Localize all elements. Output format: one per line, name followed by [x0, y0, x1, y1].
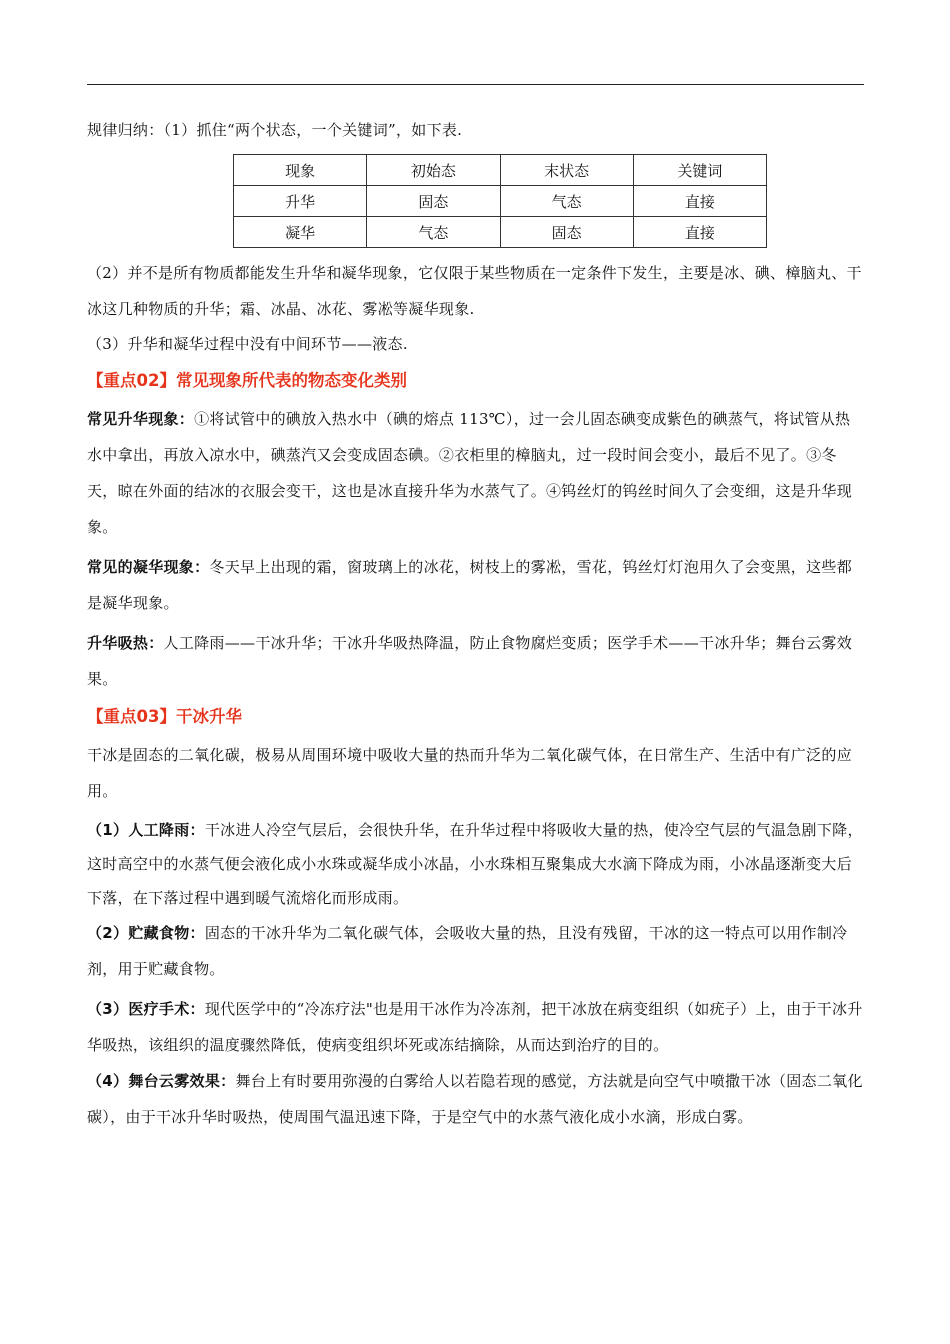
table-cell: 直接 [633, 186, 766, 217]
table-row [234, 217, 767, 248]
section-heading-02: 【重点02】常见现象所代表的物态变化类别 [87, 371, 407, 390]
document-body [87, 112, 865, 1135]
dry-ice-item [87, 915, 865, 987]
dry-ice-intro: 干冰是固态的二氧化碳，极易从周围环境中吸收大量的热而升华为二氧化碳气体，在日常生产、生活中有广泛的应用。 [87, 746, 853, 800]
table-header-cell: 末状态 [500, 155, 633, 186]
sublimation-text: ①将试管中的碘放入热水中（碘的熔点 113℃），过一会儿固态碘变成紫色的碘蒸气，将试管从热水中拿出，再放入凉水中，碘蒸汽又会变成固态碘。②衣柜里的樟脑丸，过一段时间会变小，最后不见了。③冬天，晾在外面的结冰的衣服会变干，这也是冰直接升华为水蒸气了。④钨丝灯的钨丝时间久了会变细，这是升华现象。 [87, 410, 853, 536]
deposition-text: 冬天早上出现的霜，窗玻璃上的冰花，树枝上的雾凇，雪花，钨丝灯灯泡用久了会变黑，这些都是凝华现象。 [87, 558, 853, 612]
dry-ice-item-label: （4）舞台云雾效果： [87, 1072, 236, 1090]
dry-ice-item-label: （3）医疗手术： [87, 1000, 205, 1018]
deposition-examples [87, 549, 865, 621]
deposition-label: 常见的凝华现象： [87, 558, 210, 576]
table-header-row [234, 155, 767, 186]
table-row [234, 186, 767, 217]
dry-ice-item-text: 现代医学中的“冷冻疗法"也是用干冰作为冷冻剂，把干冰放在病变组织（如疣子）上，由于干冰升华吸热，该组织的温度骤然降低，使病变组织坏死或冻结摘除，从而达到治疗的目的。 [87, 1000, 863, 1054]
dry-ice-item-label: （1）人工降雨： [87, 821, 205, 839]
sublimation-examples [87, 401, 865, 545]
table-header-cell: 关键词 [633, 155, 766, 186]
dry-ice-item [87, 1063, 865, 1135]
heat-absorption [87, 625, 865, 697]
table-header-cell: 初始态 [367, 155, 500, 186]
state-change-table [233, 154, 767, 248]
heat-absorption-label: 升华吸热： [87, 634, 164, 652]
dry-ice-item-text: 舞台上有时要用弥漫的白雾给人以若隐若现的感觉，方法就是向空气中喷撒干冰（固态二氧化碳），由于干冰升华时吸热，使周围气温迅速下降，于是空气中的水蒸气液化成小水滴，形成白雾。 [87, 1072, 863, 1126]
table-cell: 升华 [234, 186, 367, 217]
dry-ice-item-text: 固态的干冰升华为二氧化碳气体，会吸收大量的热，且没有残留，干冰的这一特点可以用作制冷剂，用于贮藏食物。 [87, 924, 848, 978]
note-3: （3）升华和凝华过程中没有中间环节——液态. [87, 335, 408, 353]
table-header-cell: 现象 [234, 155, 367, 186]
table-cell: 凝华 [234, 217, 367, 248]
table-cell: 气态 [500, 186, 633, 217]
table-cell: 气态 [367, 217, 500, 248]
table-cell: 固态 [367, 186, 500, 217]
table-cell: 直接 [633, 217, 766, 248]
header-rule [87, 84, 864, 85]
dry-ice-item [87, 991, 865, 1063]
sublimation-label: 常见升华现象： [87, 410, 195, 428]
table-cell: 固态 [500, 217, 633, 248]
note-2: （2）并不是所有物质都能发生升华和凝华现象，它仅限于某些物质在一定条件下发生，主要是冰、碘、樟脑丸、干冰这几种物质的升华；霜、冰晶、冰花、雾凇等凝华现象. [87, 264, 862, 318]
dry-ice-item-text: 干冰进人冷空气层后，会很快升华，在升华过程中将吸收大量的热，使冷空气层的气温急剧下降，这时高空中的水蒸气便会液化成小水珠或凝华成小冰晶，小水珠相互聚集成大水滴下降成为雨，小冰晶逐渐变大后下落，在下落过程中遇到暖气流熔化而形成雨。 [87, 821, 863, 907]
section-heading-03: 【重点03】干冰升华 [87, 707, 242, 726]
summary-intro: 规律归纳：（1）抓住“两个状态，一个关键词”，如下表. [87, 121, 463, 139]
dry-ice-item [87, 813, 865, 915]
dry-ice-item-label: （2）贮藏食物： [87, 924, 205, 942]
heat-absorption-text: 人工降雨——干冰升华；干冰升华吸热降温，防止食物腐烂变质；医学手术——干冰升华；舞台云雾效果。 [87, 634, 853, 688]
